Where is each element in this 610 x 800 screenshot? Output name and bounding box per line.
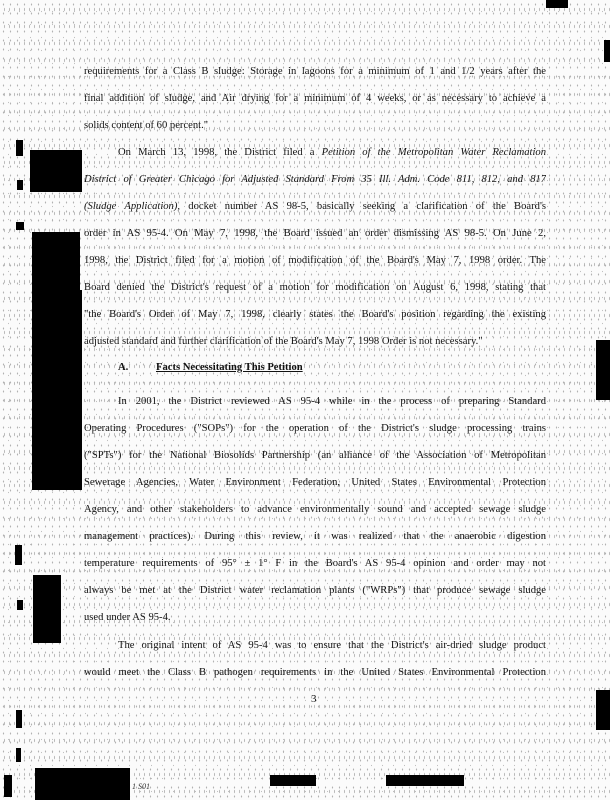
text-line: would meet the Class B pathogen requirements in the United States Environmental Protection [84,667,546,678]
text-line: Sewerage Agencies, Water Environment Federation, United States Environmental Protection [84,477,546,488]
text-line: Board denied the District's request of a motion for modification on August 6, 1998, stating that [84,282,546,293]
text-line: used under AS 95-4. [84,612,171,623]
text-line: adjusted standard and further clarification of the Board's May 7, 1998 Order is not necessary." [84,336,483,347]
margin-mark [16,140,23,156]
redaction-block [33,575,61,643]
text-line: The original intent of AS 95-4 was to ensure that the District's air-dried sludge product [118,640,546,651]
edge-redaction [596,340,610,400]
margin-mark [16,222,24,230]
redaction-block [30,150,82,192]
text-line [84,166,546,193]
text-line: temperature requirements of 95° ± 1° F in the Board's AS 95-4 opinion and order may not [84,558,546,569]
text-line: In 2001, the District reviewed AS 95-4 while in the process of preparing Standard [118,396,546,407]
text-span: docket number AS 98-5, basically seeking a clarification of the Board's [180,201,546,212]
section-title: Facts Necessitating This Petition [156,362,303,373]
page-number: 3 [311,693,317,705]
text-line: ("SPTs") for the National Biosolids Partnership (an alliance of the Association of Metropolitan [84,450,546,461]
paragraph-facts [84,388,546,631]
text-line: management practices). During this review, it was realized that the anaerobic digestion [84,531,546,542]
petition-title: District of Greater Chicago for Adjusted Standard From 35 Ill. Adm. Code 811, 812, and 817 [84,174,546,185]
margin-mark [16,748,21,762]
edge-redaction [596,690,610,730]
text-line [84,193,546,220]
edge-redaction [546,0,568,8]
petition-title: Petition of the Metropolitan Water Reclamation [321,147,546,158]
text-line: final addition of sludge, and Air drying for a minimum of 4 weeks, or as necessary to achieve a [84,93,546,104]
text-line: order in AS 95-4. On May 7, 1998, the Board issued an order dismissing AS 98-5. On June 2, [84,228,546,239]
text-line: always be met at the District water reclamation plants ("WRPs") that produce sewage sludge [84,585,546,596]
text-line: Operating Procedures ("SOPs") for the operation of the District's sludge processing trains [84,423,546,434]
margin-mark [16,710,22,728]
paragraph-continuation [84,58,546,139]
margin-mark [4,775,12,797]
text-line: requirements for a Class B sludge: Storage in lagoons for a minimum of 1 and 1/2 years after the [84,66,546,77]
text-line: Agency, and other stakeholders to advance environmentally sound and accepted sewage sludge [84,504,546,515]
redaction-block [32,232,80,290]
text-line: "the Board's Order of May 7, 1998, clearly states the Board's position regarding the existing [84,309,546,320]
margin-mark [17,180,23,190]
redaction-block [32,290,82,490]
paragraph-history [84,139,546,355]
margin-mark [15,545,22,565]
text-line: 1998, the District filed for a motion of modification of the Board's May 7, 1998 order. The [84,255,546,266]
text-span: On March 13, 1998, the District filed a [118,147,322,158]
section-heading [118,362,303,373]
footer-stamp: 1 S01 [132,782,150,791]
margin-mark [17,600,23,610]
footer-bar [270,775,316,786]
text-line [84,139,546,166]
footer-redaction [35,768,130,800]
paragraph-intent [84,632,546,686]
text-line: solids content of 60 percent." [84,120,209,131]
margin-mark [604,40,610,62]
section-letter: A. [118,362,129,373]
footer-bar [386,775,464,786]
petition-title: (Sludge Application), [84,201,181,212]
